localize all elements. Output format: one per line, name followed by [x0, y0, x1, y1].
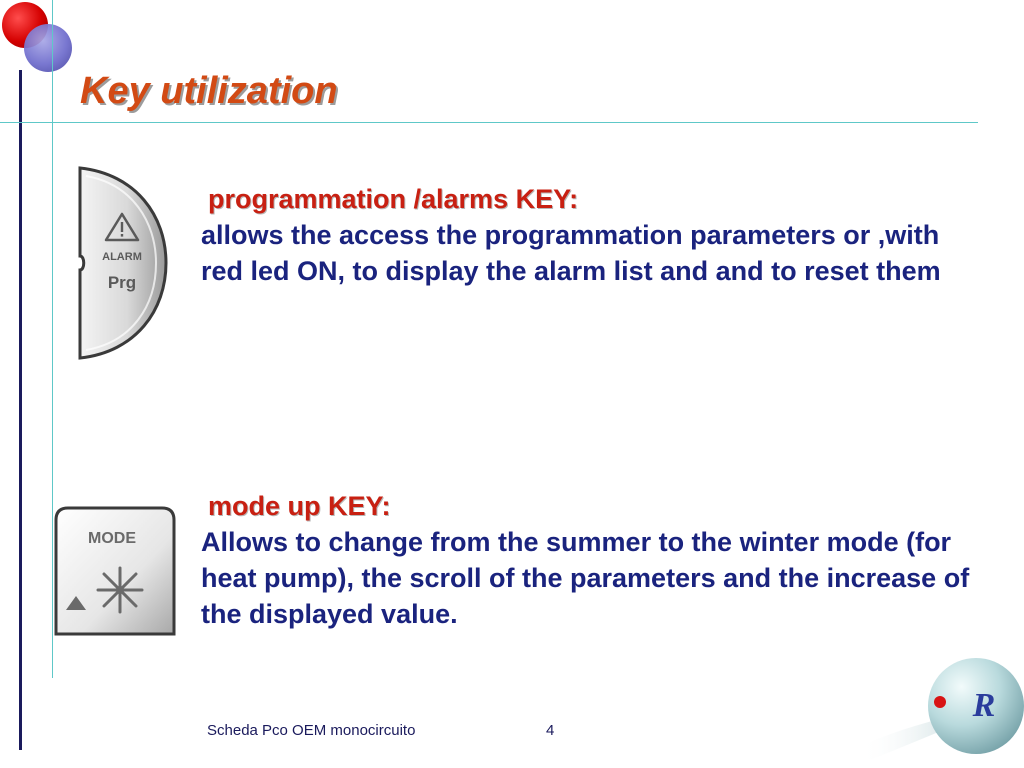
mode-key-block — [201, 488, 981, 632]
footer-text: Scheda Pco OEM monocircuito — [207, 722, 416, 739]
left-vertical-rule — [19, 70, 22, 750]
teal-horizontal-rule — [0, 122, 978, 123]
logo-letter: R — [972, 687, 996, 724]
mode-key-description: Allows to change from the summer to the winter mode (for heat pump), the scroll of the parameters and the increase of the displayed value. — [201, 527, 970, 629]
prg-key-label: Prg — [107, 273, 137, 292]
prg-key-description: allows the access the programmation parameters or ,with red led ON, to display the alarm list and and to reset them — [201, 220, 941, 286]
alarm-key-label: ALARM — [102, 251, 142, 263]
mode-up-key-icon — [54, 506, 176, 636]
slide-title: Key utilization — [80, 70, 338, 112]
prg-key-heading: programmation /alarms KEY: — [208, 184, 579, 214]
mode-key-heading: mode up KEY: — [208, 491, 391, 521]
company-logo — [860, 650, 1024, 768]
page-number: 4 — [546, 722, 555, 739]
snowflake-sun-icon — [98, 568, 142, 612]
alarm-prg-key-icon — [76, 166, 168, 360]
mode-key-label: MODE — [88, 530, 136, 547]
prg-key-block — [201, 181, 981, 289]
teal-vertical-rule — [52, 0, 53, 678]
decorative-blue-circle — [24, 24, 72, 72]
